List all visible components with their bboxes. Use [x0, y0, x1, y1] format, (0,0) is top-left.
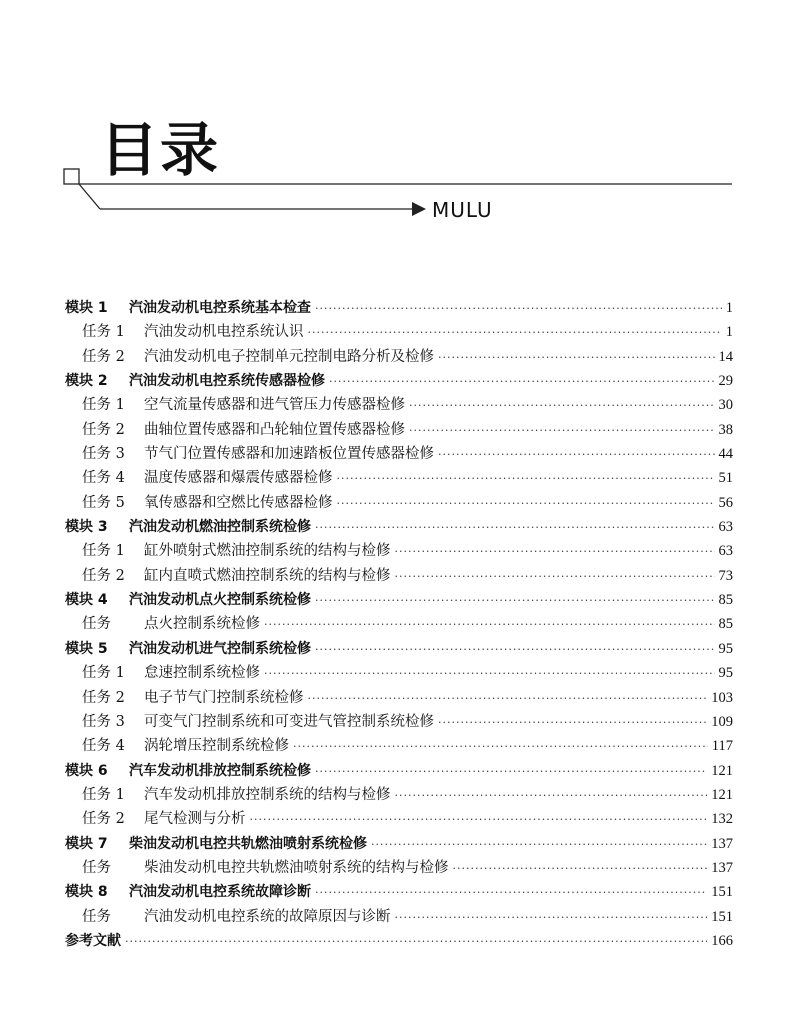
dot-leader [264, 613, 715, 637]
toc-task-row[interactable] [65, 734, 733, 758]
toc-entry-title: 尾气检测与分析 [144, 811, 246, 828]
toc-page-number: 95 [718, 640, 733, 657]
toc-page-number: 63 [718, 519, 733, 536]
connector-line [79, 184, 100, 209]
toc-entry-label: 任务 1 [82, 665, 125, 682]
toc-entry-label: 模块 2 [65, 373, 108, 390]
dot-leader [308, 687, 708, 711]
toc-entry-title: 参考文献 [65, 932, 121, 949]
toc-page-number: 117 [711, 738, 733, 755]
arrow-head-icon [412, 202, 426, 216]
dot-leader [315, 297, 722, 321]
toc-page-number: 44 [718, 446, 733, 463]
toc-page-number: 151 [711, 908, 733, 925]
toc-entry-title: 汽油发动机电控系统传感器检修 [129, 373, 325, 390]
toc-task-row[interactable] [65, 710, 733, 734]
toc-page-number: 132 [711, 811, 733, 828]
toc-page-number: 29 [718, 373, 733, 390]
toc-entry-title: 汽油发动机电控系统故障诊断 [129, 884, 311, 901]
toc-entry-title: 汽车发动机排放控制系统的结构与检修 [144, 786, 391, 803]
toc-task-row[interactable] [65, 393, 733, 417]
toc-module-row[interactable] [65, 588, 733, 612]
toc-page-number: 151 [711, 884, 733, 901]
dot-leader [329, 370, 715, 394]
toc-entry-title: 缸外喷射式燃油控制系统的结构与检修 [144, 543, 391, 560]
toc-task-row[interactable] [65, 466, 733, 490]
dot-leader [438, 711, 707, 735]
toc-task-row[interactable] [65, 856, 733, 880]
dot-leader [315, 638, 715, 662]
toc-task-row[interactable] [65, 418, 733, 442]
toc-page-number: 85 [718, 592, 733, 609]
dot-leader [438, 346, 715, 370]
toc-entry-label: 任务 1 [82, 324, 125, 341]
toc-entry-label: 任务 4 [82, 738, 125, 755]
toc-entry-label: 任务 2 [82, 567, 125, 584]
toc-task-row[interactable] [65, 491, 733, 515]
toc-task-row[interactable] [65, 442, 733, 466]
dot-leader [337, 467, 715, 491]
toc-entry-label: 任务 1 [82, 543, 125, 560]
toc-task-row[interactable] [65, 539, 733, 563]
toc-page-number: 51 [718, 470, 733, 487]
toc-entry-title: 温度传感器和爆震传感器检修 [144, 470, 333, 487]
toc-module-row[interactable] [65, 832, 733, 856]
toc-task-row[interactable] [65, 783, 733, 807]
dot-leader [315, 881, 707, 905]
toc-entry-label: 模块 1 [65, 300, 108, 316]
toc-module-row[interactable] [65, 759, 733, 783]
square-ornament [64, 169, 79, 184]
toc-entry-title: 缸内直喷式燃油控制系统的结构与检修 [144, 567, 391, 584]
toc-entry-title: 怠速控制系统检修 [144, 665, 260, 682]
dot-leader [125, 930, 707, 954]
toc-entry-title: 汽油发动机电控系统认识 [144, 324, 304, 341]
dot-leader [337, 492, 715, 516]
toc-task-row[interactable] [65, 320, 733, 344]
toc-page-number: 95 [718, 665, 733, 682]
toc-page-number: 109 [711, 713, 733, 730]
toc-page-number: 1 [725, 324, 733, 341]
toc-page-number: 56 [718, 494, 733, 511]
toc-task-row[interactable] [65, 345, 733, 369]
toc-task-row[interactable] [65, 686, 733, 710]
dot-leader [315, 516, 715, 540]
toc-entry-label: 任务 [82, 616, 111, 633]
toc-entry-label: 模块 8 [65, 884, 108, 901]
dot-leader [409, 394, 715, 418]
toc-page-number: 166 [711, 932, 733, 949]
dot-leader [315, 760, 707, 784]
toc-page-number: 1 [725, 300, 733, 316]
toc-page-number: 137 [711, 859, 733, 876]
toc-entry-label: 任务 4 [82, 470, 125, 487]
toc-task-row[interactable] [65, 612, 733, 636]
toc-entry-title: 汽油发动机电控系统基本检查 [129, 300, 311, 316]
toc-module-row[interactable] [65, 880, 733, 904]
toc-entry-title: 汽油发动机点火控制系统检修 [129, 592, 311, 609]
dot-leader [371, 833, 707, 857]
toc-entry-title: 汽油发动机电子控制单元控制电路分析及检修 [144, 348, 434, 365]
toc-page-number: 137 [711, 835, 733, 852]
toc-entry-label: 任务 2 [82, 421, 125, 438]
toc-entry-title: 节气门位置传感器和加速踏板位置传感器检修 [144, 446, 434, 463]
toc-task-row[interactable] [65, 807, 733, 831]
toc-page-number: 38 [718, 421, 733, 438]
toc-entry-title: 氧传感器和空燃比传感器检修 [144, 494, 333, 511]
toc-entry-label: 任务 5 [82, 494, 125, 511]
toc-entry-label: 任务 3 [82, 713, 125, 730]
toc-page-number: 121 [711, 786, 733, 803]
toc-page-number: 30 [718, 397, 733, 414]
toc-entry-label: 任务 [82, 908, 111, 925]
toc-module-row[interactable] [65, 515, 733, 539]
toc-entry-title: 汽油发动机进气控制系统检修 [129, 640, 311, 657]
dot-leader [264, 662, 715, 686]
toc-entry-label: 任务 [82, 859, 111, 876]
dot-leader [250, 808, 708, 832]
toc-entry-label: 模块 4 [65, 592, 108, 609]
page-title: 目录 [100, 116, 221, 184]
toc-entry-title: 曲轴位置传感器和凸轮轴位置传感器检修 [144, 421, 405, 438]
toc-entry-title: 可变气门控制系统和可变进气管控制系统检修 [144, 713, 434, 730]
dot-leader [293, 735, 708, 759]
dot-leader [395, 540, 715, 564]
toc-module-row[interactable] [65, 296, 733, 320]
toc-entry-label: 任务 2 [82, 348, 125, 365]
toc-entry-title: 空气流量传感器和进气管压力传感器检修 [144, 397, 405, 414]
toc-entry-title: 汽车发动机排放控制系统检修 [129, 762, 311, 779]
toc-entry-label: 任务 3 [82, 446, 125, 463]
toc-page-number: 121 [711, 762, 733, 779]
toc-entry-title: 汽油发动机燃油控制系统检修 [129, 519, 311, 536]
toc-entry-label: 任务 2 [82, 689, 125, 706]
toc-entry-label: 模块 5 [65, 640, 108, 657]
toc-module-row[interactable] [65, 637, 733, 661]
toc-module-row[interactable] [65, 369, 733, 393]
toc-entry-title: 点火控制系统检修 [144, 616, 260, 633]
toc-entry-label: 模块 3 [65, 519, 108, 536]
dot-leader [438, 443, 715, 467]
toc-entry-title: 电子节气门控制系统检修 [144, 689, 304, 706]
toc-entry-label: 模块 6 [65, 762, 108, 779]
toc-entry-title: 柴油发动机电控共轨燃油喷射系统的结构与检修 [144, 859, 449, 876]
toc-task-row[interactable] [65, 564, 733, 588]
toc-page-number: 14 [718, 348, 733, 365]
toc-entry-label: 任务 2 [82, 811, 125, 828]
dot-leader [395, 906, 708, 930]
dot-leader [308, 321, 722, 345]
toc-entry-title: 柴油发动机电控共轨燃油喷射系统检修 [129, 835, 367, 852]
toc-entry-label: 任务 1 [82, 786, 125, 803]
dot-leader [453, 857, 708, 881]
dot-leader [395, 784, 708, 808]
toc-entry-title: 涡轮增压控制系统检修 [144, 738, 289, 755]
toc-entry-title: 汽油发动机电控系统的故障原因与诊断 [144, 908, 391, 925]
toc-entry-label: 任务 1 [82, 397, 125, 414]
dot-leader [315, 589, 715, 613]
toc-task-row[interactable] [65, 661, 733, 685]
toc-task-row[interactable] [65, 905, 733, 929]
table-of-contents [65, 296, 733, 953]
dot-leader [409, 419, 715, 443]
toc-references-row[interactable] [65, 929, 733, 953]
toc-page-number: 103 [711, 689, 733, 706]
toc-page-number: 85 [718, 616, 733, 633]
toc-page-number: 73 [718, 567, 733, 584]
toc-entry-label: 模块 7 [65, 835, 108, 852]
toc-page-number: 63 [718, 543, 733, 560]
page-subtitle: MULU [432, 198, 493, 222]
dot-leader [395, 565, 715, 589]
title-decoration [0, 0, 790, 260]
